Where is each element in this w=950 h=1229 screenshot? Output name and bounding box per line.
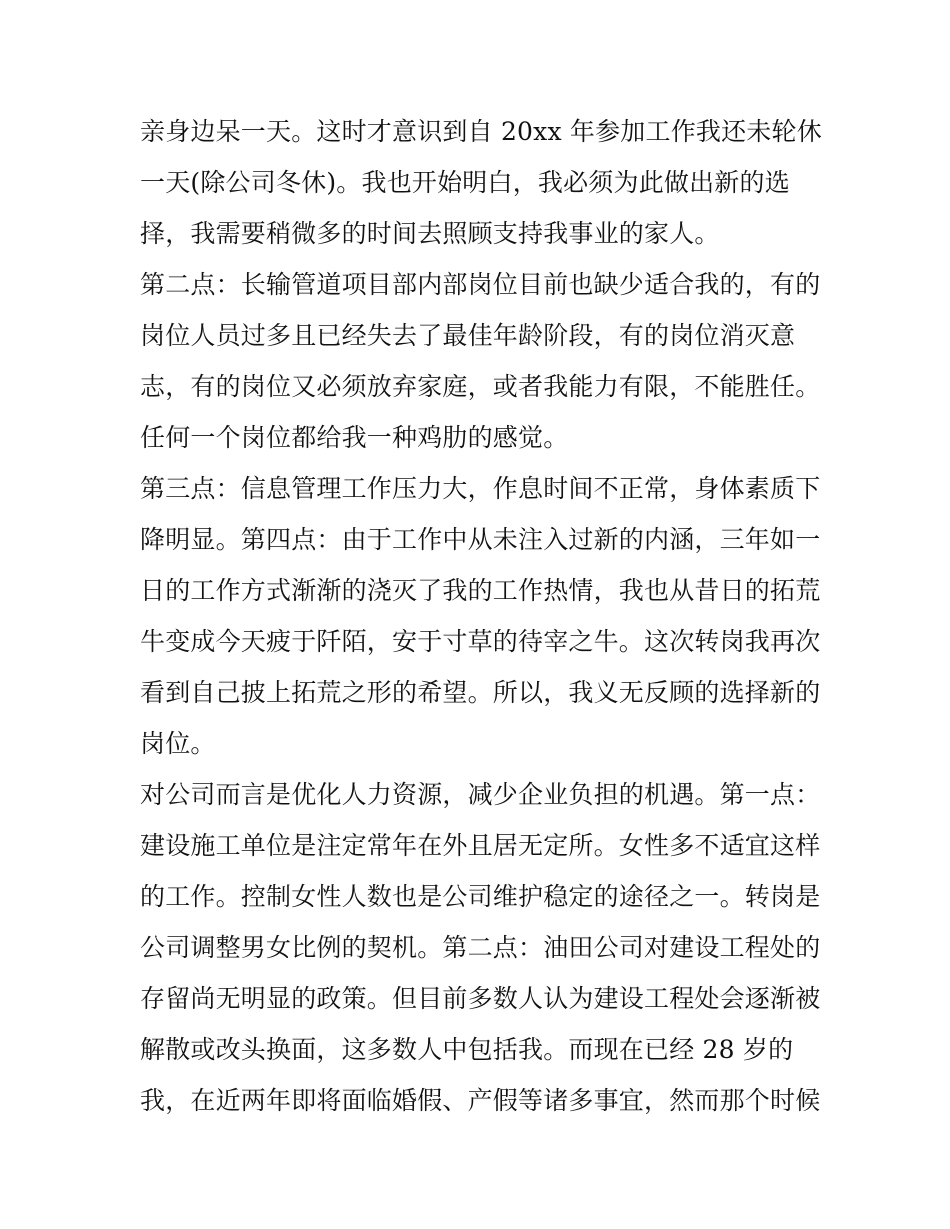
text-line: 亲身边呆一天。这时才意识到自 20xx 年参加工作我还未轮休 <box>140 117 822 146</box>
text-line: 降明显。第四点：由于工作中从未注入过新的内涵，三年如一 <box>140 525 821 554</box>
text-line: 任何一个岗位都给我一种鸡肋的感觉。 <box>140 423 569 452</box>
text-line: 牛变成今天疲于阡陌，安于寸草的待宰之牛。这次转岗我再次 <box>140 627 821 656</box>
text-line: 岗位人员过多且已经失去了最佳年龄阶段，有的岗位消灭意 <box>140 321 796 350</box>
text-line: 岗位。 <box>140 729 216 758</box>
text-line: 对公司而言是优化人力资源，减少企业负担的机遇。第一点： <box>140 780 821 809</box>
text-line: 我，在近两年即将面临婚假、产假等诸多事宜，然而那个时候 <box>140 1086 821 1115</box>
text-line: 第二点：长输管道项目部内部岗位目前也缺少适合我的，有的 <box>140 270 821 299</box>
text-line: 建设施工单位是注定常年在外且居无定所。女性多不适宜这样 <box>140 831 821 860</box>
text-line: 志，有的岗位又必须放弃家庭，或者我能力有限，不能胜任。 <box>140 372 821 401</box>
text-line: 看到自己披上拓荒之形的希望。所以，我义无反顾的选择新的 <box>140 678 821 707</box>
text-line: 日的工作方式渐渐的浇灭了我的工作热情，我也从昔日的拓荒 <box>140 576 821 605</box>
text-line: 一天(除公司冬休)。我也开始明白，我必须为此做出新的选 <box>140 168 790 197</box>
text-line: 公司调整男女比例的契机。第二点：油田公司对建设工程处的 <box>140 933 821 962</box>
text-line: 的工作。控制女性人数也是公司维护稳定的途径之一。转岗是 <box>140 882 821 911</box>
text-line: 第三点：信息管理工作压力大，作息时间不正常，身体素质下 <box>140 474 821 503</box>
text-line: 存留尚无明显的政策。但目前多数人认为建设工程处会逐渐被 <box>140 984 821 1013</box>
text-line: 择，我需要稍微多的时间去照顾支持我事业的家人。 <box>140 219 720 248</box>
body-text <box>140 106 830 1126</box>
text-line: 解散或改头换面，这多数人中包括我。而现在已经 28 岁的 <box>140 1035 794 1064</box>
